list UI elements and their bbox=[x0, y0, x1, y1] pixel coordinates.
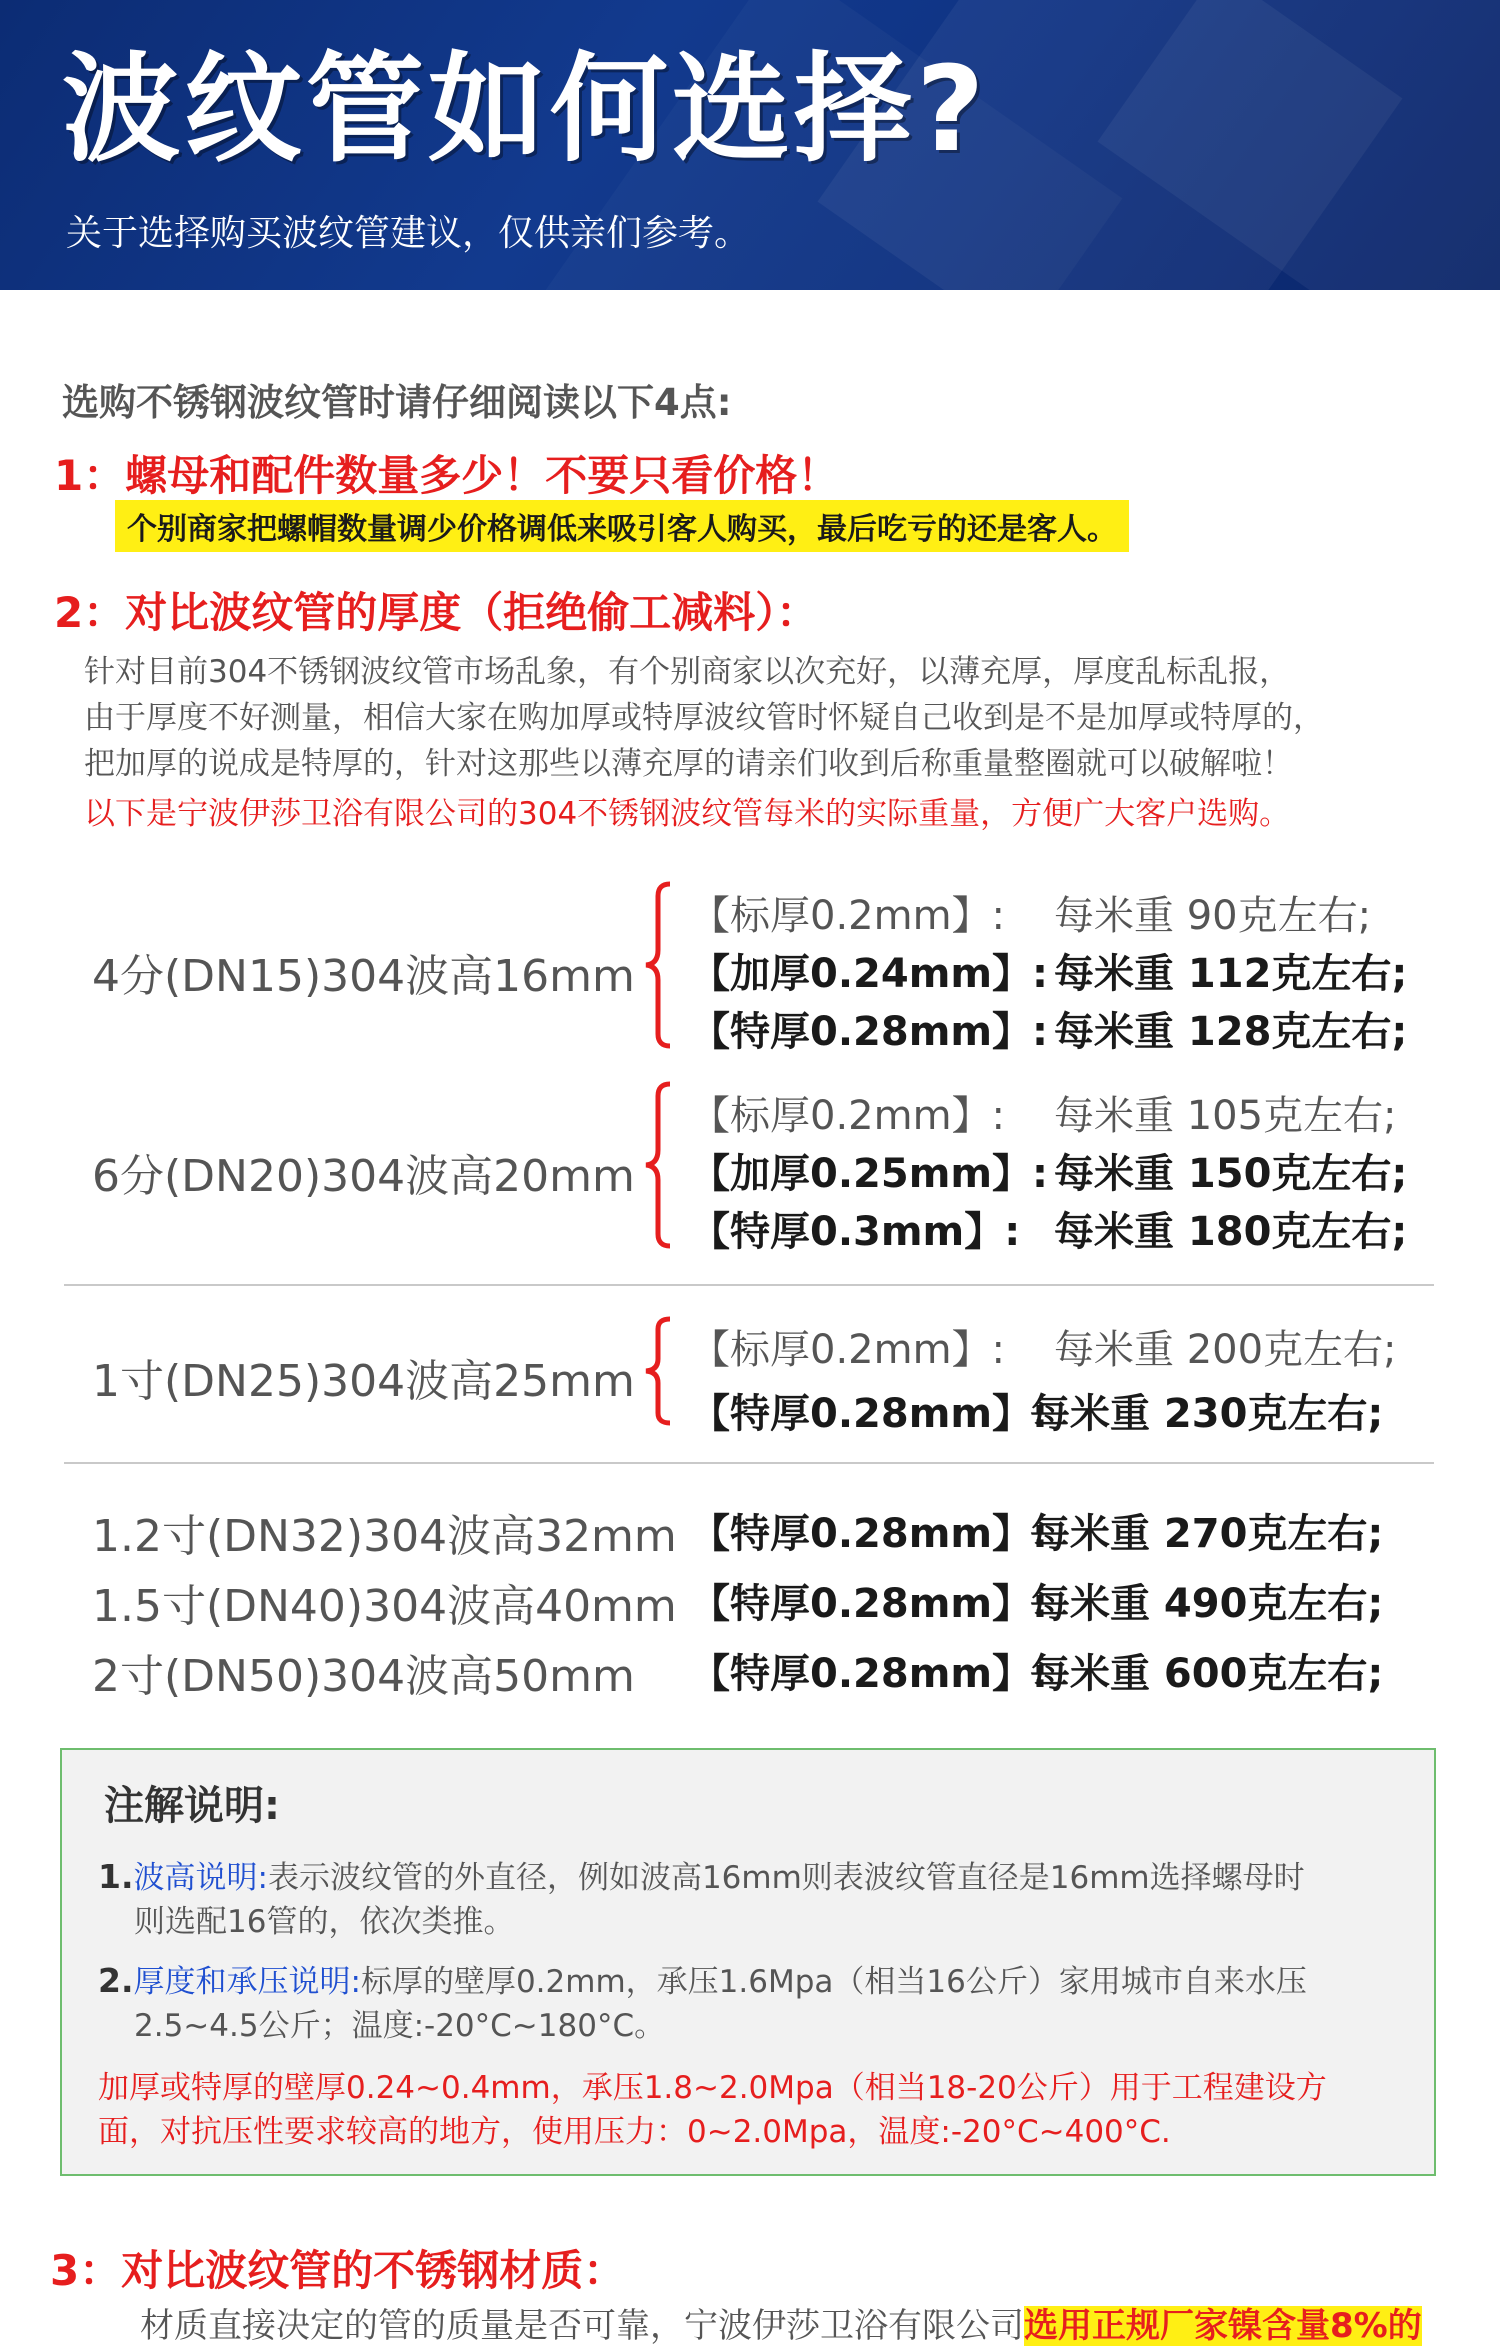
spec-name: 1.2寸(DN32)304波高32mm bbox=[92, 1511, 677, 1562]
weight-value: 每米重 150克左右; bbox=[1054, 1151, 1408, 1197]
thickness-label: 【标厚0.2mm】: bbox=[690, 1093, 1006, 1139]
point2-red-line: 以下是宁波伊莎卫浴有限公司的304不锈钢波纹管每米的实际重量，方便广大客户选购。 bbox=[84, 796, 1291, 832]
weight-value: 每米重 128克左右; bbox=[1054, 1009, 1408, 1055]
note-key: 厚度和承压说明: bbox=[133, 1964, 361, 2000]
thickness-label: 【加厚0.25mm】: bbox=[690, 1151, 1049, 1197]
note-red-text: 加厚或特厚的壁厚0.24~0.4mm，承压1.8~2.0Mpa（相当18-20公斤）用于工程建设方 bbox=[98, 2070, 1327, 2106]
point1-highlight: 个别商家把螺帽数量调少价格调低来吸引客人购买，最后吃亏的还是客人。 bbox=[115, 500, 1129, 552]
weight-value: 每米重 200克左右; bbox=[1054, 1327, 1397, 1373]
point3-highlight: 选用正规厂家镍含量8%的 bbox=[1024, 2306, 1422, 2346]
page-title: 波纹管如何选择? bbox=[62, 40, 989, 178]
thickness-label: 【特厚0.28mm】: bbox=[690, 1651, 1049, 1697]
note-number: 2. bbox=[98, 1961, 134, 2000]
thickness-label: 【特厚0.28mm】: bbox=[690, 1009, 1049, 1055]
point2-heading: 2：对比波纹管的厚度（拒绝偷工减料）： bbox=[54, 588, 819, 637]
notes-box bbox=[60, 1748, 1436, 2176]
note-text: 表示波纹管的外直径，例如波高16mm则表波纹管直径是16mm选择螺母时 bbox=[267, 1860, 1305, 1896]
notes-title: 注解说明: bbox=[104, 1783, 280, 1829]
brace-icon bbox=[640, 1315, 680, 1427]
note-text: 2.5~4.5公斤；温度:-20°C~180°C。 bbox=[134, 2008, 666, 2044]
weight-value: 每米重 90克左右; bbox=[1054, 893, 1372, 939]
thickness-label: 【加厚0.24mm】: bbox=[690, 951, 1049, 997]
spec-name: 2寸(DN50)304波高50mm bbox=[92, 1651, 635, 1702]
divider bbox=[64, 1284, 1434, 1286]
weight-value: 每米重 180克左右; bbox=[1054, 1209, 1408, 1255]
header-banner bbox=[0, 0, 1500, 290]
weight-value: 每米重 112克左右; bbox=[1054, 951, 1408, 997]
point1-heading: 1：螺母和配件数量多少！不要只看价格！ bbox=[54, 451, 840, 500]
note-red-text: 面，对抗压性要求较高的地方，使用压力：0~2.0Mpa，温度:-20°C~400°C. bbox=[98, 2114, 1171, 2150]
note-key: 波高说明: bbox=[133, 1860, 268, 1896]
point3-body: 材质直接决定的管的质量是否可靠，宁波伊莎卫浴有限公司 bbox=[140, 2306, 1024, 2346]
weight-value: 每米重 105克左右; bbox=[1054, 1093, 1397, 1139]
spec-name: 1.5寸(DN40)304波高40mm bbox=[92, 1581, 677, 1632]
weight-value: 每米重 230克左右; bbox=[1030, 1391, 1384, 1437]
point2-line: 把加厚的说成是特厚的，针对这那些以薄充厚的请亲们收到后称重量整圈就可以破解啦！ bbox=[84, 746, 1293, 782]
note-number: 1. bbox=[98, 1857, 134, 1896]
spec-name: 1寸(DN25)304波高25mm bbox=[92, 1356, 635, 1407]
divider bbox=[64, 1462, 1434, 1464]
page-subtitle: 关于选择购买波纹管建议，仅供亲们参考。 bbox=[66, 213, 751, 254]
thickness-label: 【特厚0.28mm】: bbox=[690, 1581, 1049, 1627]
weight-value: 每米重 270克左右; bbox=[1030, 1511, 1384, 1557]
thickness-label: 【标厚0.2mm】: bbox=[690, 1327, 1006, 1373]
note-item bbox=[98, 1852, 1305, 1897]
spec-name: 6分(DN20)304波高20mm bbox=[92, 1151, 635, 1202]
note-text: 标厚的壁厚0.2mm，承压1.6Mpa（相当16公斤）家用城市自来水压 bbox=[360, 1964, 1307, 2000]
note-item bbox=[98, 1956, 1307, 2001]
brace-icon bbox=[640, 1080, 680, 1250]
thickness-label: 【标厚0.2mm】: bbox=[690, 893, 1006, 939]
note-text: 则选配16管的，依次类推。 bbox=[134, 1904, 515, 1940]
brace-icon bbox=[640, 880, 680, 1050]
weight-value: 每米重 600克左右; bbox=[1030, 1651, 1384, 1697]
point3-heading: 3：对比波纹管的不锈钢材质： bbox=[50, 2246, 626, 2295]
spec-name: 4分(DN15)304波高16mm bbox=[92, 951, 635, 1002]
point2-line: 针对目前304不锈钢波纹管市场乱象，有个别商家以次充好，以薄充厚，厚度乱标乱报， bbox=[84, 654, 1291, 690]
intro-text: 选购不锈钢波纹管时请仔细阅读以下4点: bbox=[62, 381, 732, 424]
thickness-label: 【特厚0.3mm】: bbox=[690, 1209, 1021, 1255]
point3-text bbox=[140, 2298, 1422, 2347]
weight-value: 每米重 490克左右; bbox=[1030, 1581, 1384, 1627]
point2-line: 由于厚度不好测量，相信大家在购加厚或特厚波纹管时怀疑自己收到是不是加厚或特厚的， bbox=[84, 700, 1324, 736]
thickness-label: 【特厚0.28mm】: bbox=[690, 1511, 1049, 1557]
thickness-label: 【特厚0.28mm】: bbox=[690, 1391, 1049, 1437]
